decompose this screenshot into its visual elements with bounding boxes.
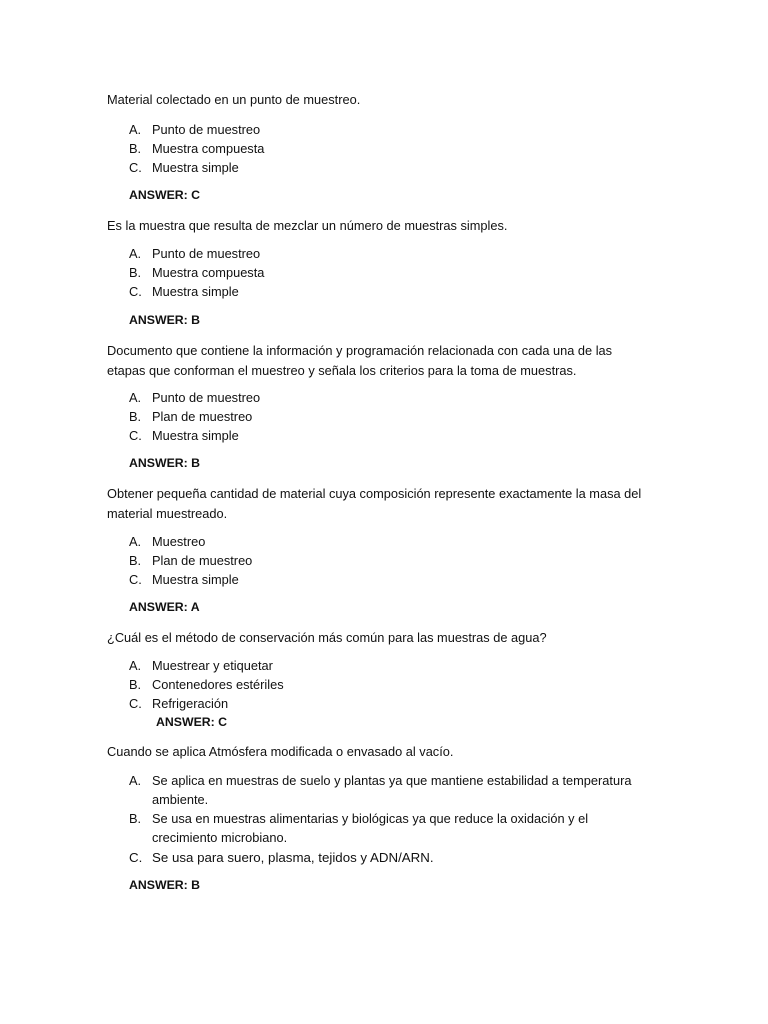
option-text: Refrigeración — [152, 696, 229, 711]
question-4-text: Obtener pequeña cantidad de material cuya composición represente exactamente la masa del material muestreado. — [107, 486, 642, 521]
option-c — [129, 848, 649, 867]
option-text: Muestra simple — [152, 284, 239, 299]
option-letter: C. — [129, 428, 142, 443]
question-5-answer: ANSWER: C — [156, 715, 228, 729]
option-letter: C. — [129, 572, 142, 587]
option-letter: B. — [129, 141, 142, 156]
option-letter: C. — [129, 284, 142, 299]
option-letter: A. — [129, 534, 142, 549]
option-text: Contenedores estériles — [152, 677, 284, 692]
question-2-options — [129, 244, 649, 301]
option-letter: A. — [129, 390, 142, 405]
question-1-answer: ANSWER: C — [129, 188, 201, 202]
option-letter: B. — [129, 409, 142, 424]
option-text: Se aplica en muestras de suelo y plantas ya que mantiene estabilidad a temperatura ambiente. — [152, 773, 632, 807]
question-5-text: ¿Cuál es el método de conservación más común para las muestras de agua? — [107, 630, 547, 645]
option-text: Plan de muestreo — [152, 409, 253, 424]
question-6-answer: ANSWER: B — [129, 878, 201, 892]
question-2-text: Es la muestra que resulta de mezclar un número de muestras simples. — [107, 218, 508, 233]
option-c — [129, 158, 649, 177]
question-4-answer: ANSWER: A — [129, 600, 200, 614]
option-letter: B. — [129, 265, 142, 280]
option-letter: A. — [129, 658, 142, 673]
option-text: Muestra compuesta — [152, 265, 265, 280]
option-text: Plan de muestreo — [152, 553, 253, 568]
option-letter: A. — [129, 773, 142, 788]
option-text: Muestreo — [152, 534, 206, 549]
option-b — [129, 551, 649, 570]
option-letter: B. — [129, 677, 142, 692]
option-letter: B. — [129, 553, 142, 568]
option-text: Muestrear y etiquetar — [152, 658, 273, 673]
option-text: Punto de muestreo — [152, 246, 261, 261]
option-c — [129, 426, 649, 445]
option-text: Se usa en muestras alimentarias y biológicas ya que reduce la oxidación y el crecimiento microbiano. — [152, 811, 589, 845]
option-letter: C. — [129, 696, 142, 711]
question-3-text: Documento que contiene la información y programación relacionada con cada una de las etapas que conforman el muestreo y señala los criterios para la toma de muestras. — [107, 343, 613, 378]
option-a — [129, 388, 649, 407]
option-text: Se usa para suero, plasma, tejidos y ADN/ARN. — [152, 850, 434, 865]
option-a — [129, 244, 649, 263]
question-1-options — [129, 120, 649, 177]
question-1-text: Material colectado en un punto de muestreo. — [107, 92, 361, 107]
option-a — [129, 656, 649, 675]
option-text: Muestra simple — [152, 428, 239, 443]
question-3-options — [129, 388, 649, 445]
option-b — [129, 407, 649, 426]
question-2-answer: ANSWER: B — [129, 313, 201, 327]
option-text: Punto de muestreo — [152, 122, 261, 137]
option-c — [129, 694, 649, 713]
option-letter: C. — [129, 160, 142, 175]
option-a — [129, 532, 649, 551]
option-letter: C. — [129, 850, 143, 865]
option-letter: A. — [129, 122, 142, 137]
option-text: Muestra compuesta — [152, 141, 265, 156]
question-4-options — [129, 532, 649, 589]
option-letter: A. — [129, 246, 142, 261]
option-c — [129, 282, 649, 301]
option-text: Muestra simple — [152, 572, 239, 587]
question-6-text: Cuando se aplica Atmósfera modificada o envasado al vacío. — [107, 744, 454, 759]
option-b — [129, 809, 649, 847]
option-c — [129, 570, 649, 589]
question-6-options — [129, 771, 649, 867]
option-a — [129, 771, 649, 809]
option-letter: B. — [129, 811, 142, 826]
option-b — [129, 139, 649, 158]
option-text: Punto de muestreo — [152, 390, 261, 405]
option-a — [129, 120, 649, 139]
option-b — [129, 263, 649, 282]
option-text: Muestra simple — [152, 160, 239, 175]
question-5-options — [129, 656, 649, 713]
option-b — [129, 675, 649, 694]
question-3-answer: ANSWER: B — [129, 456, 201, 470]
